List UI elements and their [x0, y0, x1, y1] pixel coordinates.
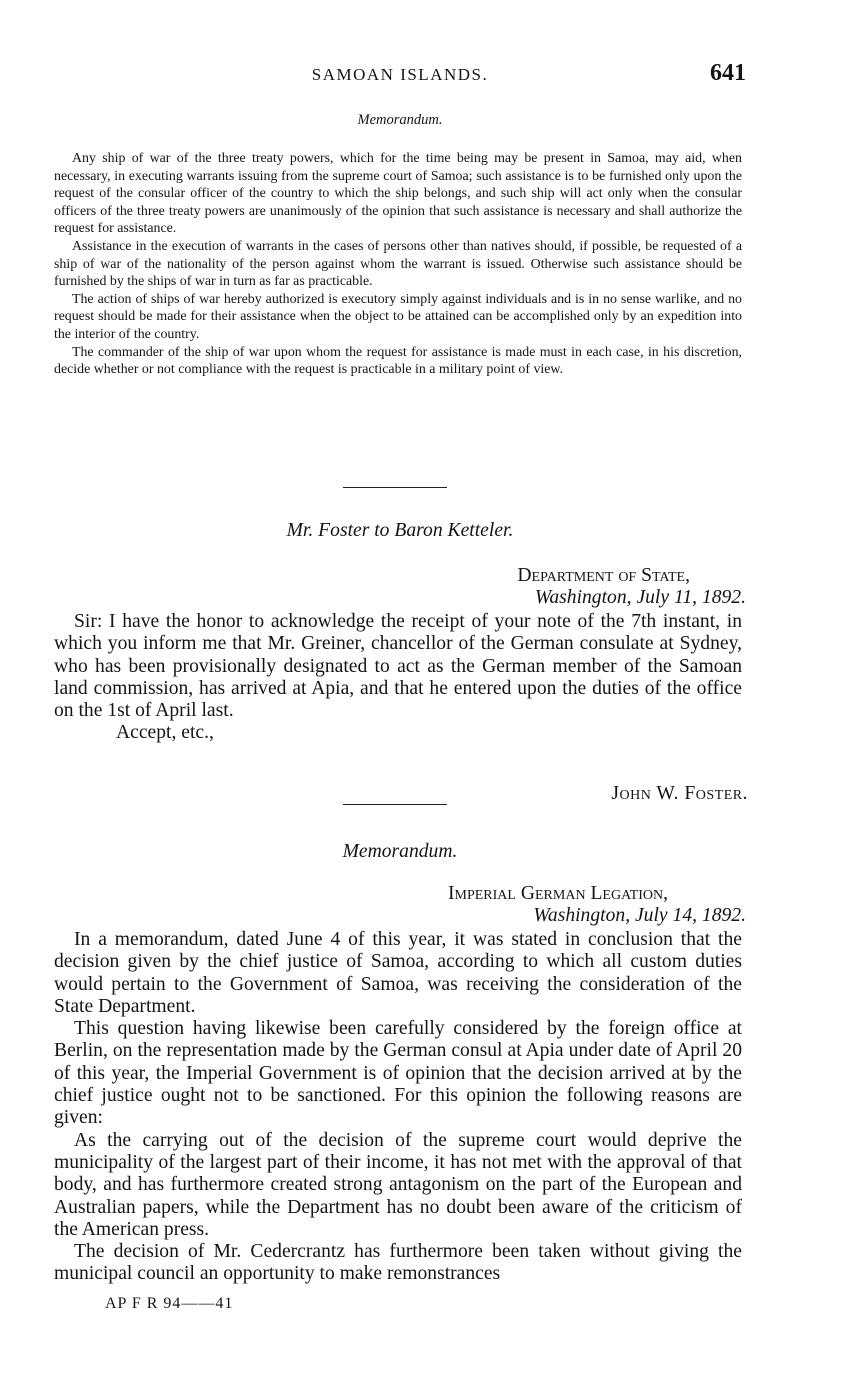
- running-title: SAMOAN ISLANDS.: [311, 65, 489, 84]
- letter-office: [517, 565, 690, 587]
- letter-dateline: [535, 587, 746, 609]
- memo2-office-text: Imperial German Legation,: [447, 883, 668, 904]
- memo1-paragraph: The commander of the ship of war upon whom the request for assistance is made must in each case, in his discretion, decide whether or not compliance with the request is practicable in a military point of view.: [54, 344, 742, 378]
- letter-heading: Mr. Foster to Baron Ketteler.: [286, 520, 514, 541]
- memo1-paragraph: Assistance in the execution of warrants in the cases of persons other than natives should, if possible, be requested of a ship of war of the nationality of the person against whom the warrant is issued. Otherwise such assistance should be furnished by the ships of war in turn as far as practicable.: [54, 238, 742, 290]
- letter-office-text: Department of State,: [517, 565, 690, 586]
- memo2-office: [448, 883, 668, 905]
- letter-body: Sir: I have the honor to acknowledge the receipt of your note of the 7th instant, in which you inform me that Mr. Greiner, chancellor of the German consulate at Sydney, who has been provisionally designated to act as the German member of the Samoan land commission, has arrived at Apia, and that he entered upon the duties of the office on the 1st of April last.: [54, 611, 742, 722]
- memo2-paragraph: As the carrying out of the decision of the supreme court would deprive the municipality of the largest part of their income, it has not met with the approval of that body, and has furthermore created strong antagonism on the part of the European and Australian papers, while the Department has no doubt been aware of the criticism of the American press.: [54, 1129, 742, 1240]
- memo2-paragraph: In a memorandum, dated June 4 of this year, it was stated in conclusion that the decision given by the chief justice of Samoa, according to which all custom duties would pertain to the Government of Samoa, was receiving the consideration of the State Department.: [54, 929, 742, 1017]
- memo1-paragraph: The action of ships of war hereby authorized is executory simply against individuals and is in no sense warlike, and no request should be made for their assistance when the object to be attained can be accomplished only by an expedition into the interior of the country.: [54, 291, 742, 342]
- section-divider: [343, 487, 447, 488]
- memo2-place-date: Washington, July 14, 1892.: [533, 905, 746, 926]
- memo1-body: [54, 150, 742, 379]
- memo1-heading: Memorandum.: [357, 112, 443, 128]
- letter-body-block: [54, 611, 742, 745]
- memo2-paragraph: This question having likewise been carefully considered by the foreign office at Berlin, on the representation made by the German consul at Apia under date of April 20 of this year, the Imperial Government is of opinion that the decision arrived at by the chief justice ought not to be sanctioned. For this opinion the following reasons are given:: [54, 1018, 742, 1129]
- memo2-body: [54, 929, 742, 1286]
- letter-place-date: Washington, July 11, 1892.: [534, 587, 746, 608]
- letter-signature: John W. Foster.: [611, 783, 748, 804]
- section-divider: [343, 804, 447, 805]
- memo2-dateline: [533, 905, 746, 927]
- memo2-heading: Memorandum.: [342, 841, 458, 862]
- memo2-paragraph: The decision of Mr. Cedercrantz has furthermore been taken without giving the municipal council an opportunity to make remonstrances: [54, 1241, 742, 1285]
- memo1-paragraph: Any ship of war of the three treaty powers, which for the time being may be present in Samoa, may aid, when necessary, in executing warrants issuing from the supreme court of Samoa; such assistance is to be furnished only upon the request of the consular officer of the country to which the ship belongs, and such ship will act only when the consular officers of the three treaty powers are unanimously of the opinion that such assistance is necessary and shall authorize the request for assistance.: [54, 151, 742, 237]
- letter-closing: Accept, etc.,: [116, 722, 214, 744]
- running-head: [54, 62, 746, 92]
- signature-mark: AP F R 94——41: [105, 1295, 234, 1312]
- page-number: 641: [710, 60, 746, 86]
